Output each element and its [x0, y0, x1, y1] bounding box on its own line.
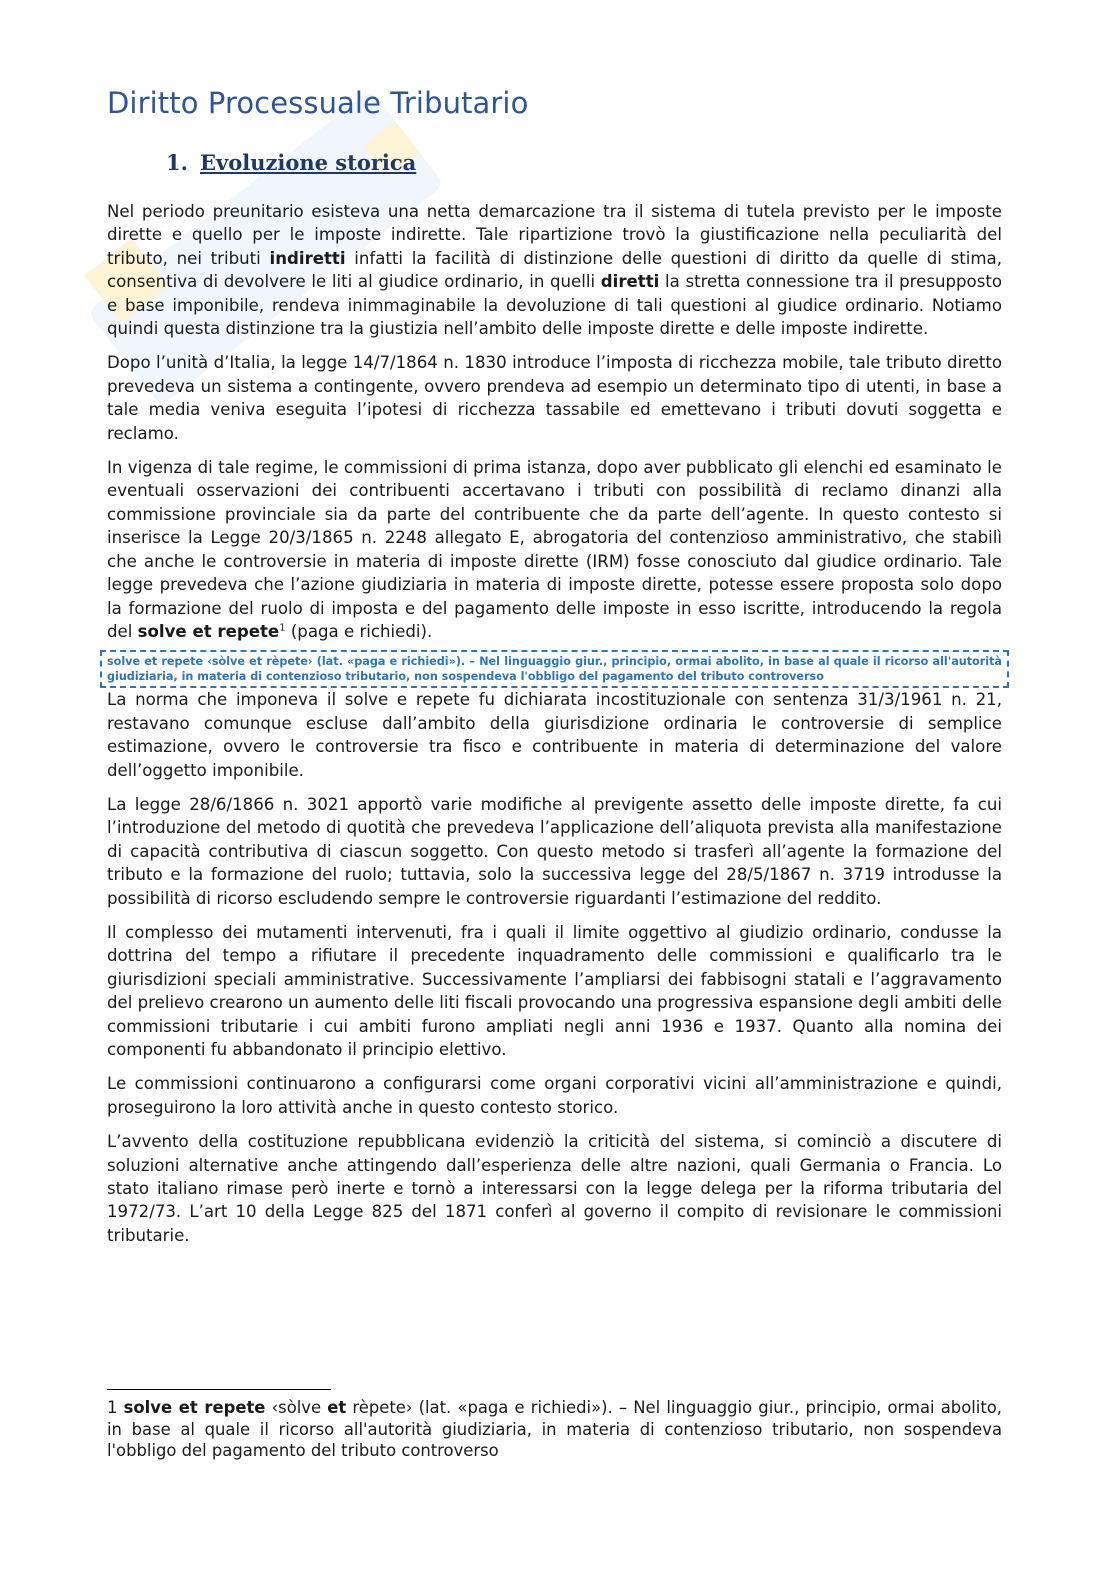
body-text [107, 200, 1002, 1258]
paragraph: L’avvento della costituzione repubblicana evidenziò la criticità del sistema, si cominciò a discutere di soluzioni alternative anche attingendo dall’esperienza delle altre nazioni, quali Germania o Francia. Lo stato italiano rimase però inerte e tornò a interessarsi con la legge delega per la riforma tributaria del 1972/73. L’art 10 della Legge 825 del 1871 conferì al governo il compito di revisionare le commissioni tributarie. [107, 1132, 1002, 1245]
paragraph: Nel periodo preunitario esisteva una netta demarcazione tra il sistema di tutela previsto per le imposte dirette e quello per le imposte indirette. Tale ripartizione trovò la giustificazione nella peculiarità del tributo, nei tributi indiretti infatti la facilità di distinzione delle questioni di diritto da quelle di stima, consentiva di devolvere le liti al giudice ordinario, in quelli diretti la stretta connessione tra il presupposto e base imponibile, rendeva inimmaginabile la devoluzione di tali questioni al giudice ordinario. Notiamo quindi questa distinzione tra la giustizia nell’ambito delle imposte dirette e delle imposte indirette. [107, 202, 1003, 339]
paragraph: Il complesso dei mutamenti intervenuti, fra i quali il limite oggettivo al giudizio ordinario, condusse la dottrina del tempo a rifiutare il precedente inquadramento delle commissioni e qualificarlo tra le giurisdizioni speciali amministrative. Successivamente l’ampliarsi dei fabbisogni statali e l’aggravamento del prelievo crearono un aumento delle liti fiscali provocando una progressiva espansione degli ambiti delle commissioni tributarie i cui ambiti furono ampliati negli anni 1936 e 1937. Quanto alla nomina dei componenti fu abbandonato il principio elettivo. [107, 922, 1002, 1059]
section-heading [166, 150, 416, 175]
footnote-number: 1 [107, 1398, 118, 1417]
footnote-comment-box: solve et repete ‹sòlve et rèpete› (lat. «paga e richiedi»). – Nel linguaggio giur., principio, ormai abolito, in base al quale il ricorso all'autorità giudiziaria, in materia di contenzioso tributario, non sospendeva l'obbligo del pagamento del tributo controverso [100, 650, 1009, 688]
section-number: 1. [166, 150, 188, 175]
document-title: Diritto Processuale Tributario [107, 86, 529, 120]
section-title: Evoluzione storica [200, 150, 417, 175]
paragraph: La legge 28/6/1866 n. 3021 apportò varie modifiche al previgente assetto delle imposte dirette, fa cui l’introduzione del metodo di quotità che prevedeva l’applicazione dell’aliquota prevista alla manifestazione di capacità contributiva di ciascun soggetto. Con questo metodo si trasferì all’agente la formazione del tributo e la formazione del ruolo; tuttavia, solo la successiva legge del 28/5/1867 n. 3719 introdusse la possibilità di ricorso escludendo sempre le controversie riguardanti l’estimazione del reddito. [107, 794, 1002, 908]
paragraph: La norma che imponeva il solve e repete fu dichiarata incostituzionale con sentenza 31/3/1961 n. 21, restavano comunque escluse dall’ambito della giurisdizione ordinaria le controversie di semplice estimazione, ovvero le controversie tra fisco e contribuente in materia di determinazione del valore dell’oggetto imponibile. [107, 690, 1002, 780]
paragraph: Le commissioni continuarono a configurarsi come organi corporativi vicini all’amministrazione e quindi, proseguirono la loro attività anche in questo contesto storico. [107, 1074, 1002, 1117]
footnote-separator [107, 1389, 331, 1390]
footnote: 1 solve et repete ‹sòlve et rèpete› (lat. «paga e richiedi»). – Nel linguaggio giur., principio, ormai abolito, in base al quale il ricorso all'autorità giudiziaria, in materia di contenzioso tributario, non sospendeva l'obbligo del pagamento del tributo controverso [107, 1398, 1002, 1461]
footnote-reference[interactable]: 1 [279, 622, 286, 634]
paragraph: In vigenza di tale regime, le commissioni di prima istanza, dopo aver pubblicato gli elenchi ed esaminato le eventuali osservazioni dei contribuenti accertavano i tributi con possibilità di reclamo dinanzi alla commissione provinciale sia da parte del contribuente che da parte dell’agente. In questo contesto si inserisce la Legge 20/3/1865 n. 2248 allegato E, abrogatoria del contenzioso amministrativo, che stabilì che anche le controversie in materia di imposte dirette (IRM) fosse conosciuto dal giudice ordinario. Tale legge prevedeva che l’azione giudiziaria in materia di imposte dirette, potesse essere proposta solo dopo la formazione del ruolo di imposta e del pagamento delle imposte in esso iscritte, introducendo la regola del solve et repete$^1$ (paga e richiedi). [107, 458, 1002, 641]
paragraph: Dopo l’unità d’Italia, la legge 14/7/1864 n. 1830 introduce l’imposta di ricchezza mobile, tale tributo diretto prevedeva un sistema a contingente, ovvero prendeva ad esempio un determinato tipo di utenti, in base a tale media veniva eseguita l’ipotesi di ricchezza tassabile ed emettevano i tributi dovuti soggetta e reclamo. [107, 353, 1002, 443]
